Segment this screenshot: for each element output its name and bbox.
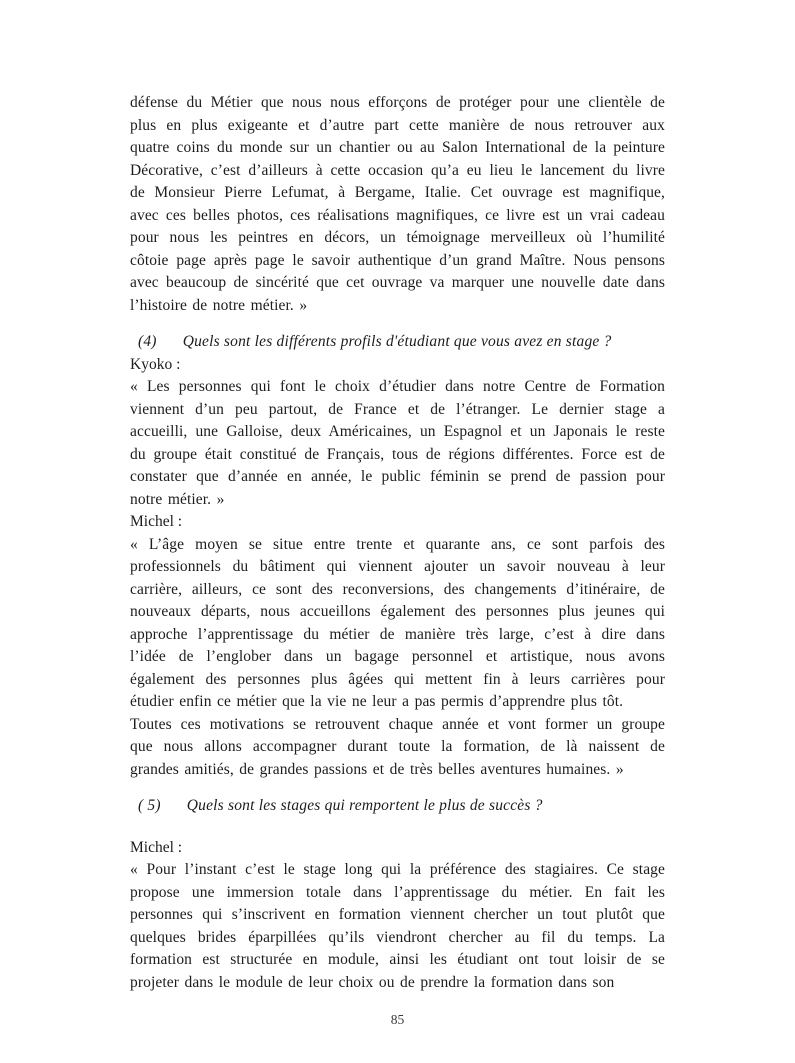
text-line: formation est structurée en module, ainsi les étudiant ont tout loisir de se bbox=[130, 951, 665, 968]
text-line: étudier enfin ce métier que la vie ne leur a pas permis d’apprendre plus tôt. bbox=[130, 693, 624, 710]
paragraph-michel-answer-1b bbox=[130, 714, 665, 782]
text-line: l’histoire de notre métier. » bbox=[130, 296, 308, 314]
question-text: Quels sont les stages qui remportent le plus de succès ? bbox=[186, 797, 543, 814]
text-line: côtoie page après page le savoir authentique d’un grand Maître. Nous pensons bbox=[130, 251, 665, 269]
text-line: nouveaux départs, nous accueillons également des personnes plus jeunes qui bbox=[130, 603, 665, 620]
paragraph-kyoko-answer bbox=[130, 376, 665, 511]
text-line: Décorative, c’est d’ailleurs à cette occasion qu’a eu lieu le lancement du livre bbox=[130, 161, 665, 179]
text-line: grandes amitiés, de grandes passions et de très belles aventures humaines. » bbox=[130, 760, 624, 778]
paragraph-book-launch bbox=[130, 92, 665, 317]
text-line: approche l’apprentissage du métier de manière très large, c’est à dire dans bbox=[130, 625, 665, 643]
question-text: Quels sont les différents profils d'étudiant que vous avez en stage ? bbox=[182, 333, 612, 350]
paragraph-michel-answer-1 bbox=[130, 534, 665, 714]
text-line: du groupe était constitué de Français, tous de régions différentes. Force est de bbox=[130, 445, 665, 463]
text-line: « Les personnes qui font le choix d’étudier dans notre Centre de Formation bbox=[130, 378, 665, 395]
text-line: que nous allons accompagner durant toute la formation, de là naissent de bbox=[130, 738, 665, 755]
text-line: de Monsieur Pierre Lefumat, à Bergame, Italie. Cet ouvrage est magnifique, bbox=[130, 184, 665, 201]
text-line: Toutes ces motivations se retrouvent chaque année et vont former un groupe bbox=[130, 715, 665, 733]
page-number: 85 bbox=[390, 1012, 405, 1027]
text-line: avec beaucoup de sincérité que cet ouvrage va marquer une nouvelle date dans bbox=[130, 274, 665, 291]
text-line: l’idée de l’englober dans un bagage personnel et artistique, nous avons bbox=[130, 648, 665, 665]
speaker-michel-1: Michel : bbox=[130, 513, 183, 530]
text-line: propose une immersion totale dans l’apprentissage du métier. En fait les bbox=[130, 883, 665, 901]
question-number: (4) bbox=[138, 333, 157, 350]
paragraph-michel-answer-2 bbox=[130, 859, 665, 994]
text-line: carrière, ailleurs, ce sont des reconversions, des changements d’itinéraire, de bbox=[130, 580, 665, 598]
text-line: plus en plus exigeante et d’autre part cette manière de nous retrouver aux bbox=[130, 116, 665, 134]
text-line: avec ces belles photos, ces réalisations magnifiques, ce livre est un vrai cadeau bbox=[130, 206, 665, 224]
question-number: ( 5) bbox=[138, 797, 161, 814]
text-line: projeter dans le module de leur choix ou de prendre la formation dans son bbox=[130, 973, 615, 991]
text-line: notre métier. » bbox=[130, 490, 225, 508]
text-column bbox=[130, 92, 665, 994]
text-line: également des personnes plus âgées qui mettent fin à leurs carrières pour bbox=[130, 670, 665, 688]
question-4 bbox=[130, 331, 665, 354]
text-line: quelques brides éparpillées qu’ils viendront chercher au fil du temps. La bbox=[130, 928, 665, 946]
question-5 bbox=[130, 795, 665, 818]
speaker-michel-2: Michel : bbox=[130, 838, 183, 856]
text-line: accueilli, une Galloise, deux Américaines, un Espagnol et un Japonais le reste bbox=[130, 423, 665, 440]
text-line: viennent d’un peu partout, de France et de l’étranger. Le dernier stage a bbox=[130, 400, 665, 418]
text-line: professionnels du bâtiment qui viennent ajouter un savoir nouveau à leur bbox=[130, 558, 665, 575]
text-line: pour nous les peintres en décors, un témoignage merveilleux où l’humilité bbox=[130, 229, 665, 246]
speaker-kyoko: Kyoko : bbox=[130, 355, 181, 373]
text-line: « L’âge moyen se situe entre trente et quarante ans, ce sont parfois des bbox=[130, 535, 665, 553]
text-line: quatre coins du monde sur un chantier ou au Salon International de la peinture bbox=[130, 139, 665, 156]
text-line: personnes qui s’inscrivent en formation viennent chercher un tout plutôt que bbox=[130, 906, 665, 923]
text-line: constater que d’année en année, le public féminin se prend de passion pour bbox=[130, 468, 665, 485]
text-line: « Pour l’instant c’est le stage long qui la préférence des stagiaires. Ce stage bbox=[130, 861, 665, 878]
text-line: défense du Métier que nous nous efforçons de protéger pour une clientèle de bbox=[130, 94, 665, 111]
